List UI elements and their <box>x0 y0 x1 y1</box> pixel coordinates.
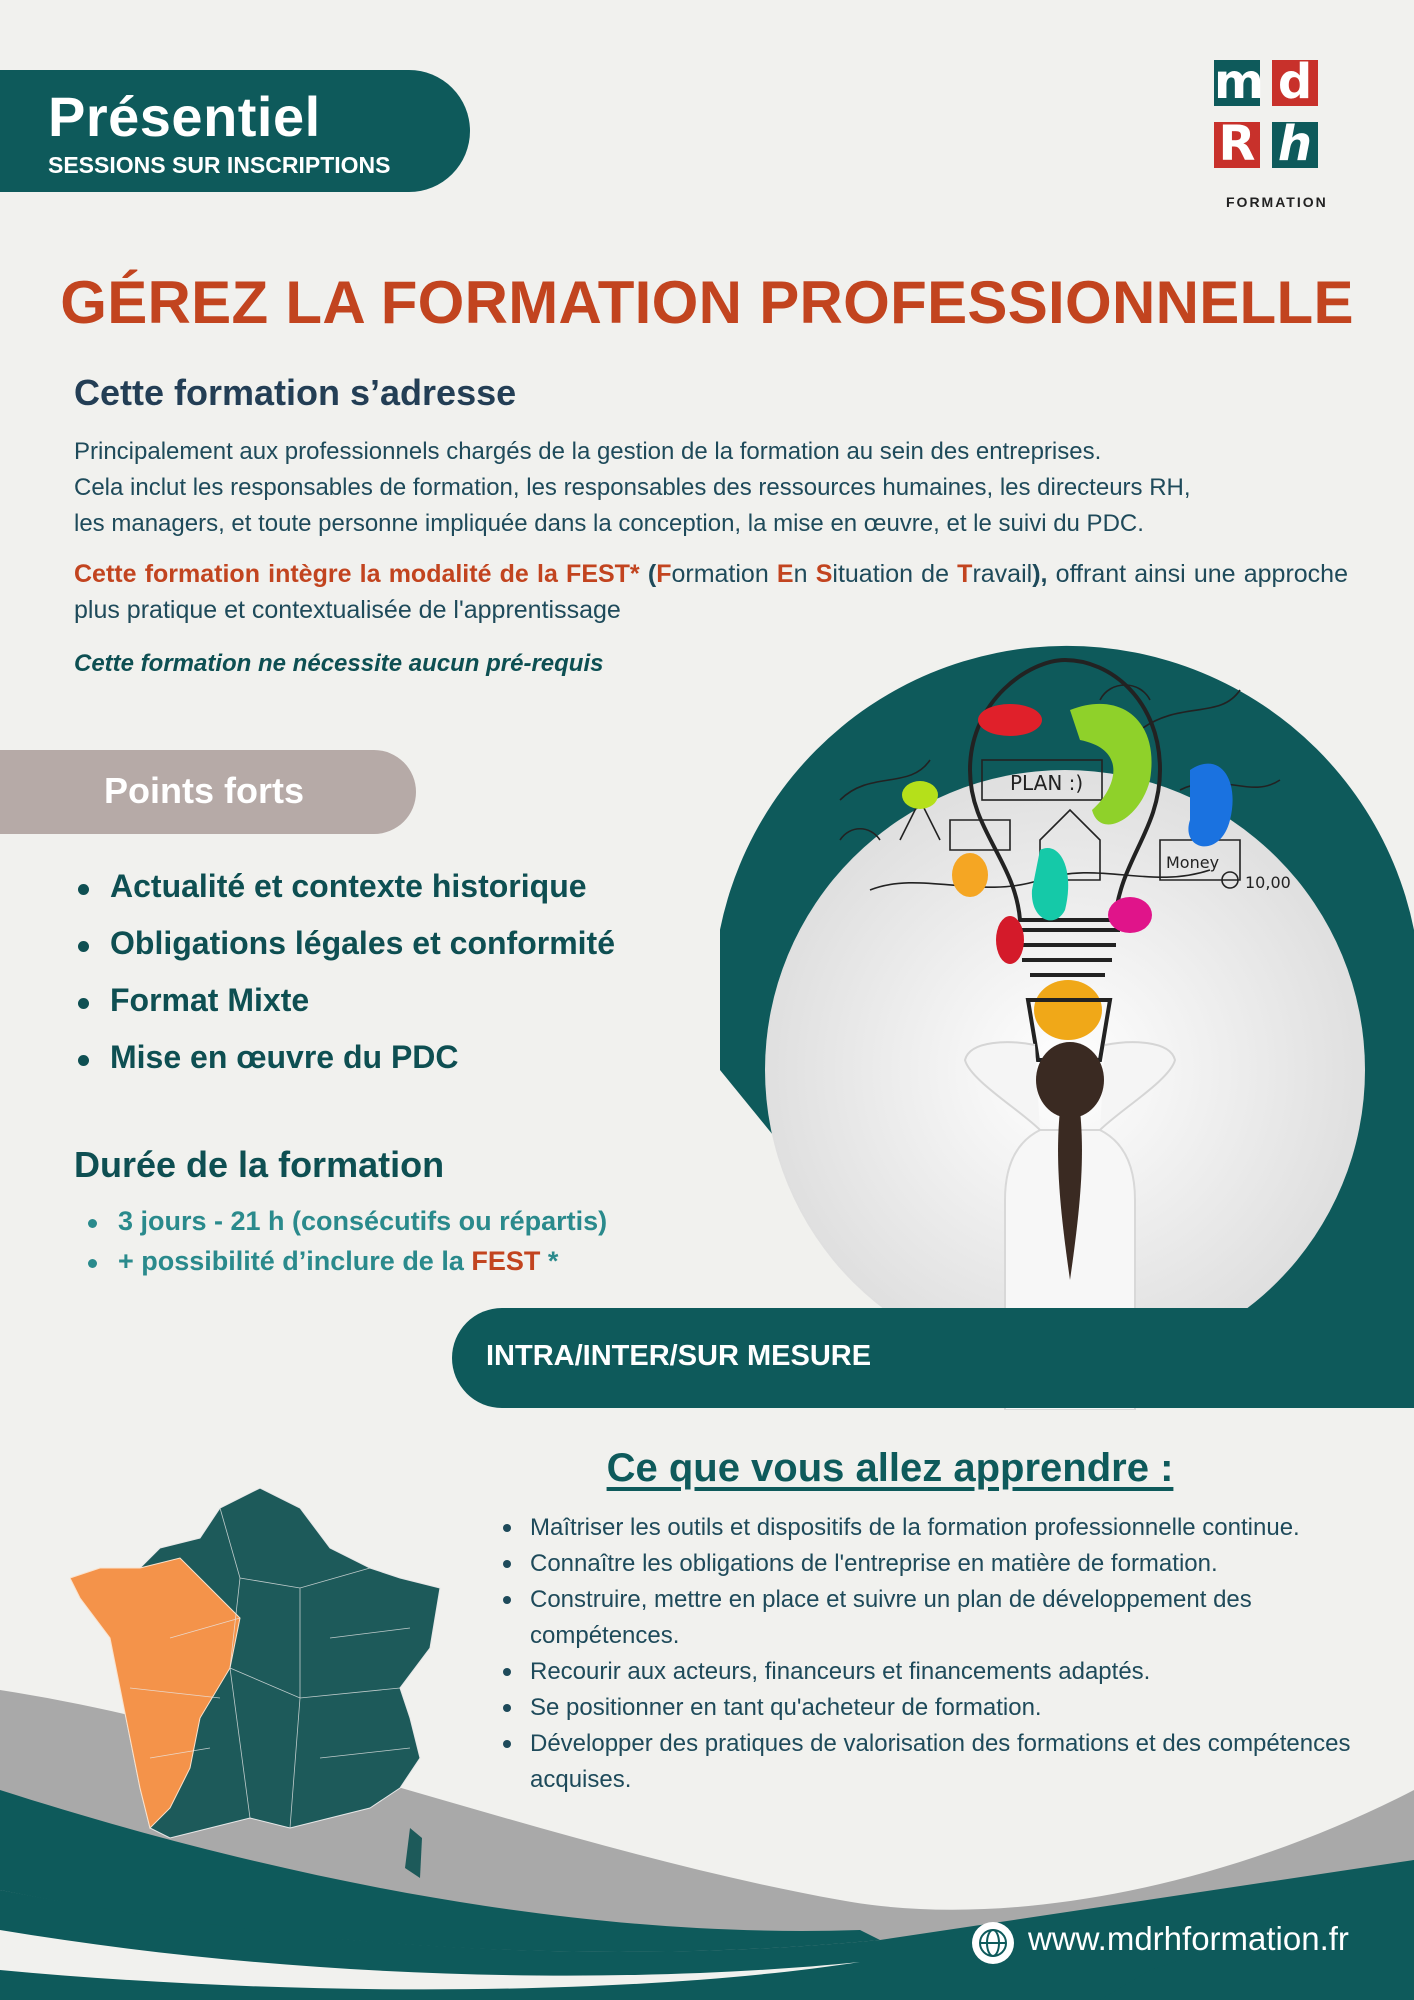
logo-letter-d: d <box>1272 60 1318 106</box>
fest-open: ( <box>639 560 657 588</box>
plan-label: PLAN :) <box>1010 771 1084 795</box>
logo-letter-r: R <box>1214 122 1260 168</box>
website-link[interactable]: www.mdrhformation.fr <box>1028 1920 1349 1957</box>
learn-list <box>500 1510 1360 1798</box>
points-forts-list <box>74 868 615 1096</box>
list-item: Obligations légales et conformité <box>74 925 615 982</box>
audience-line-2: Cela inclut les responsables de formation, les responsables des ressources humaines, les directeurs RH, <box>74 474 1191 501</box>
fest-ravail: ravail <box>972 560 1033 588</box>
list-item: Développer des pratiques de valorisation des formations et des compétences acquises. <box>500 1726 1360 1798</box>
fest-S: S <box>815 560 833 588</box>
fest-close: ), <box>1032 560 1048 588</box>
fest-rest: offrant ainsi une approche plus pratique et contextualisée de l'apprentissage <box>74 560 1348 624</box>
fest-intro: Cette formation intègre la modalité de la FEST* <box>74 560 640 588</box>
fest-n: n <box>793 560 816 588</box>
fest-T: T <box>957 560 973 588</box>
presentiel-badge <box>0 70 470 192</box>
globe-icon <box>972 1922 1014 1964</box>
prerequisite-note: Cette formation ne nécessite aucun pré-requis <box>74 650 604 677</box>
page-title: GÉREZ LA FORMATION PROFESSIONNELLE <box>60 269 1354 336</box>
duration-list <box>86 1206 607 1286</box>
duration-fest-highlight: FEST <box>471 1246 541 1276</box>
list-item: Recourir aux acteurs, financeurs et financements adaptés. <box>500 1654 1360 1690</box>
duration-item-fest-suffix: * <box>540 1246 559 1276</box>
lightbulb-illustration <box>720 640 1414 1410</box>
fest-paragraph <box>74 556 1348 628</box>
duration-item-fest-prefix: + possibilité d’inclure de la <box>118 1246 472 1276</box>
duration-item-days: 3 jours - 21 h (consécutifs ou répartis) <box>86 1206 607 1246</box>
france-map <box>70 1488 450 1878</box>
mdrh-logo <box>1208 56 1346 216</box>
points-forts-tab <box>0 750 416 834</box>
audience-line-3: les managers, et toute personne impliquée dans la conception, la mise en œuvre, et le suivi du PDC. <box>74 510 1144 537</box>
duration-heading: Durée de la formation <box>74 1144 445 1185</box>
list-item: Connaître les obligations de l'entreprise en matière de formation. <box>500 1546 1360 1582</box>
list-item: Mise en œuvre du PDC <box>74 1039 615 1096</box>
duration-item-fest <box>86 1246 607 1286</box>
badge-subtitle: SESSIONS SUR INSCRIPTIONS <box>48 152 391 178</box>
list-item: Construire, mettre en place et suivre un plan de développement des compétences. <box>500 1582 1360 1654</box>
list-item: Se positionner en tant qu'acheteur de formation. <box>500 1690 1360 1726</box>
amount-label: 10,00 <box>1245 873 1291 892</box>
points-forts-label: Points forts <box>104 770 305 811</box>
list-item: Actualité et contexte historique <box>74 868 615 925</box>
audience-line-1: Principalement aux professionnels chargés de la gestion de la formation au sein des entreprises. <box>74 438 1102 465</box>
formats-label: INTRA/INTER/SUR MESURE <box>486 1340 872 1372</box>
logo-letter-m: m <box>1214 54 1265 110</box>
fest-E: E <box>776 560 794 588</box>
fest-ormation: ormation <box>671 560 777 588</box>
badge-title: Présentiel <box>48 85 321 148</box>
list-item: Maîtriser les outils et dispositifs de la formation professionnelle continue. <box>500 1510 1360 1546</box>
fest-F: F <box>656 560 672 588</box>
list-item: Format Mixte <box>74 982 615 1039</box>
logo-caption: FORMATION <box>1226 194 1328 210</box>
logo-letter-h: h <box>1272 122 1318 168</box>
audience-heading: Cette formation s’adresse <box>74 372 517 413</box>
learn-heading: Ce que vous allez apprendre : <box>606 1446 1174 1490</box>
money-label: Money <box>1166 853 1220 872</box>
fest-ituation: ituation de <box>832 560 958 588</box>
